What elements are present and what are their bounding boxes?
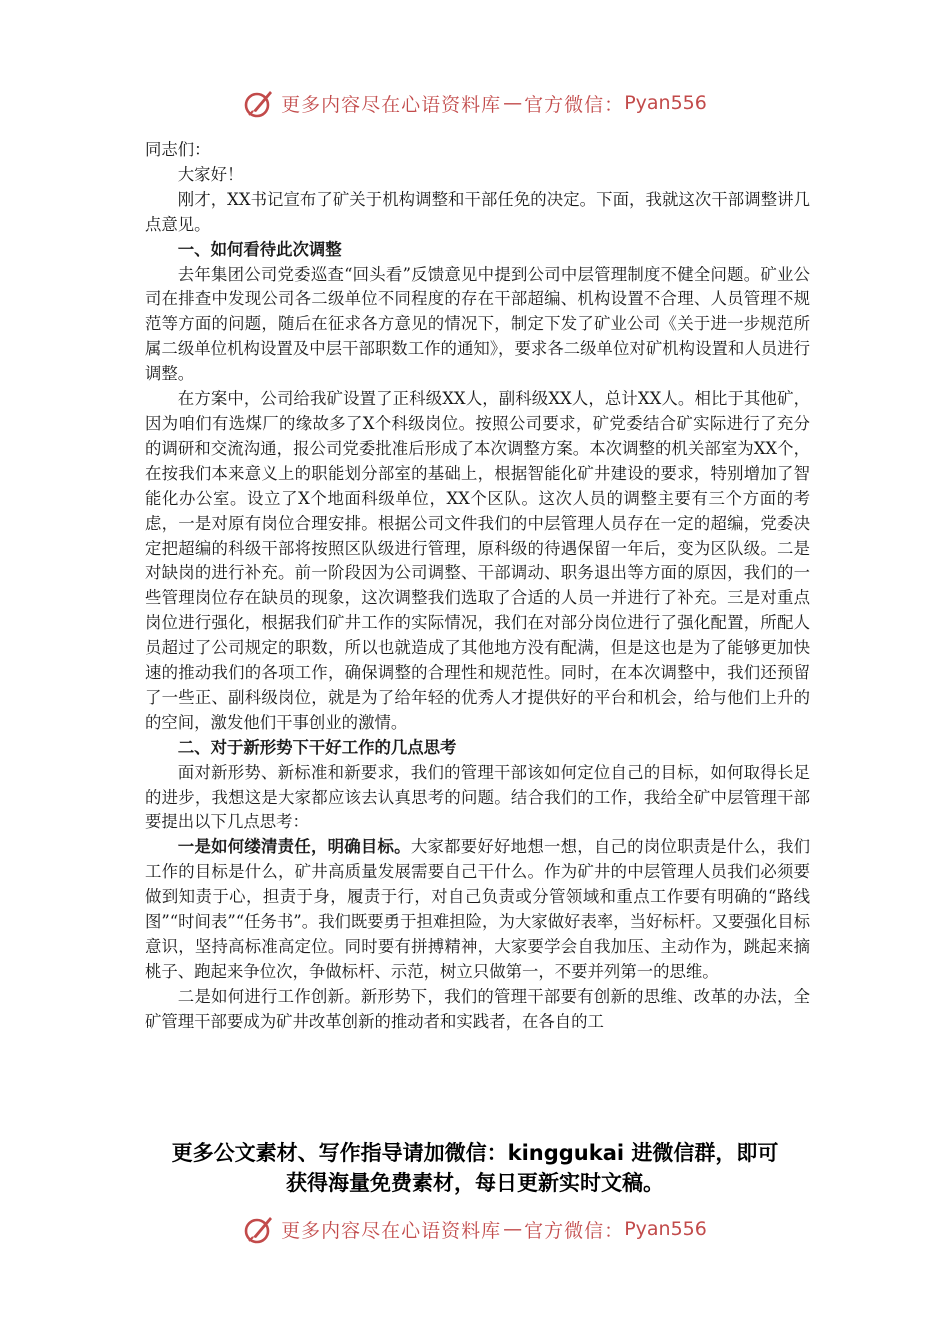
header-watermark — [0, 83, 950, 123]
paragraph-1: 去年集团公司党委巡查“回头看”反馈意见中提到公司中层管理制度不健全问题。矿业公司在排查中发现公司各二级单位不同程度的存在干部超编、机构设置不合理、人员管理不规范等方面的问题，随后在征求各方意见的情况下，制定下发了矿业公司《关于进一步规范所属二级单位机构设置及中层干部职数工作的通知》，要求各二级单位对矿机构设置和人员进行调整。 — [145, 264, 810, 384]
footer-watermark — [0, 1209, 950, 1249]
banner-separator: — — [503, 92, 523, 114]
promo-notice — [0, 1138, 950, 1198]
banner-title: 更多内容尽在心语资料库 — [281, 93, 502, 116]
section-heading-1: 一、如何看待此次调整 — [177, 239, 342, 259]
promo-line-2: 获得海量免费素材，每日更新实时文稿。 — [286, 1171, 664, 1195]
promo-line-1: 更多公文素材、写作指导请加微信：kinggukai 进微信群，即可 — [171, 1141, 779, 1165]
banner-subtitle: 官方微信： — [524, 1219, 625, 1242]
salutation: 同志们： — [145, 140, 211, 159]
paragraph-2: 在方案中，公司给我矿设置了正科级XX人，副科级XX人，总计XX人。相比于其他矿，因为咱们有选煤厂的缘故多了X个科级岗位。按照公司要求，矿党委结合矿实际进行了充分的调研和交流沟通，报公司党委批准后形成了本次调整方案。本次调整的机关部室为XX个，在按我们本来意义上的职能划分部室的基础上，根据智能化矿井建设的要求，特别增加了智能化办公室。设立了X个地面科级单位，XX个区队。这次人员的调整主要有三个方面的考虑，一是对原有岗位合理安排。根据公司文件我们的中层管理人员存在一定的超编，党委决定把超编的科级干部将按照区队级进行管理，原科级的待遇保留一年后，变为区队级。二是对缺岗的进行补充。前一阶段因为公司调整、干部调动、职务退出等方面的原因，我们的一些管理岗位存在缺员的现象，这次调整我们选取了合适的人员一并进行了补充。三是对重点岗位进行强化，根据我们矿井工作的实际情况，我们在对部分岗位进行了强化配置，所配人员超过了公司规定的职数，所以也就造成了其他地方没有配满，但是这也是为了能够更加快速的推动我们的各项工作，确保调整的合理性和规范性。同时，在本次调整中，我们还预留了一些正、副科级岗位，就是为了给年轻的优秀人才提供好的平台和机会，给与他们上升的的空间，激发他们干事创业的激情。 — [145, 389, 810, 732]
paragraph-5: 二是如何进行工作创新。新形势下，我们的管理干部要有创新的思维、改革的办法，全矿管理干部要成为矿井改革创新的推动者和实践者，在各自的工 — [145, 986, 810, 1031]
banner-separator: — — [503, 1218, 523, 1240]
banner-title: 更多内容尽在心语资料库 — [281, 1219, 502, 1242]
intro-paragraph: 刚才，XX书记宣布了矿关于机构调整和干部任免的决定。下面，我就这次干部调整讲几点意见。 — [145, 189, 810, 234]
paragraph-4-lead: 一是如何缕清责任，明确目标。 — [177, 837, 411, 857]
banner-wechat-id: Pyan556 — [624, 92, 707, 114]
speech-document — [145, 138, 810, 1035]
banner-wechat-id: Pyan556 — [624, 1218, 707, 1240]
greeting: 大家好！ — [177, 164, 244, 184]
paragraph-4-body: 大家都要好好地想一想，自己的岗位职责是什么，我们工作的目标是什么，矿井高质量发展需要自己干什么。作为矿井的中层管理人员我们必须要做到知责于心，担责于身，履责于行，对自己负责或分管领域和重点工作要有明确的“路线图”“时间表”“任务书”。我们既要勇于担难担险，为大家做好表率，当好标杆。又要强化目标意识，坚持高标准高定位。同时要有拼搏精神，大家要学会自我加压、主动作为，跳起来摘桃子、跑起来争位次，争做标杆、示范，树立只做第一，不要并列第一的思维。 — [145, 837, 811, 981]
paragraph-4 — [145, 835, 810, 984]
banner-subtitle: 官方微信： — [524, 93, 625, 116]
paragraph-3: 面对新形势、新标准和新要求，我们的管理干部该如何定位自己的目标，如何取得长足的进步，我想这是大家都应该去认真思考的问题。结合我们的工作，我给全矿中层管理干部要提出以下几点思考： — [145, 762, 810, 832]
quill-logo-icon — [243, 1213, 275, 1245]
section-heading-2: 二、对于新形势下干好工作的几点思考 — [177, 737, 457, 757]
quill-logo-icon — [243, 87, 275, 119]
